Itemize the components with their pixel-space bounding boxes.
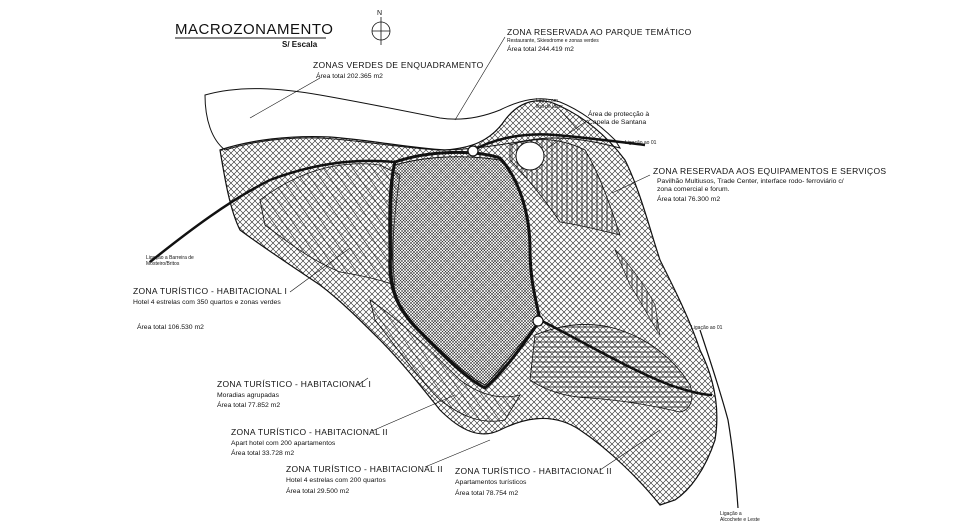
label-th2c-name: ZONA TURÍSTICO - HABITACIONAL II bbox=[455, 466, 612, 476]
label-th2c-desc: Apartamentos turísticos bbox=[455, 479, 527, 486]
label-th1-desc: Hotel 4 estrelas com 350 quartos e zonas verdes bbox=[133, 299, 281, 306]
label-th1-name: ZONA TURÍSTICO - HABITACIONAL I bbox=[133, 286, 288, 296]
label-th1b-name: ZONA TURÍSTICO - HABITACIONAL I bbox=[217, 379, 372, 389]
label-th2a-desc: Apart hotel com 200 apartamentos bbox=[231, 440, 336, 447]
label-th2b-area: Área total 29.500 m2 bbox=[286, 488, 350, 495]
north-label: N bbox=[377, 10, 383, 17]
roundabout-north bbox=[468, 146, 478, 156]
label-th1-area: Área total 106.530 m2 bbox=[137, 324, 204, 331]
label-th2a-area: Área total 33.728 m2 bbox=[231, 450, 295, 457]
label-parque-desc: Restaurante, Skiesdrome e zonas verdes bbox=[507, 38, 599, 44]
scale-note: S/ Escala bbox=[282, 40, 318, 49]
label-verdes-area: Área total 202.365 m2 bbox=[316, 73, 383, 80]
roundabout-south bbox=[533, 316, 543, 326]
north-arrow-icon bbox=[372, 17, 390, 45]
label-ligacao-01: Ligação ao 01 bbox=[625, 140, 657, 146]
label-protecao: Área de protecção à Capela de Santana bbox=[588, 111, 650, 126]
label-th1b-area: Área total 77.852 m2 bbox=[217, 402, 281, 409]
label-th2b-desc: Hotel 4 estrelas com 200 quartos bbox=[286, 477, 386, 484]
label-ligacao-01b: Ligação ao 01 bbox=[691, 325, 723, 331]
label-lago: Lago com ilha de lazer bbox=[536, 98, 563, 110]
label-parque-area: Área total 244.419 m2 bbox=[507, 46, 574, 53]
capela-protection-circle bbox=[516, 142, 544, 170]
label-verdes-name: ZONAS VERDES DE ENQUADRAMENTO bbox=[313, 60, 484, 70]
label-th2c-area: Área total 78.754 m2 bbox=[455, 490, 519, 497]
label-ligacao-oeste: Ligação a Barreira de Mosteiro/Britos bbox=[146, 255, 194, 267]
label-equip-desc1: Pavilhão Multiusos, Trade Center, interface rodo- ferroviário c/ bbox=[657, 178, 844, 185]
label-parque-name: ZONA RESERVADA AO PARQUE TEMÁTICO bbox=[507, 27, 692, 37]
label-equip-area: Área total 76.300 m2 bbox=[657, 196, 721, 203]
label-th2b-name: ZONA TURÍSTICO - HABITACIONAL II bbox=[286, 464, 443, 474]
label-equip-name: ZONA RESERVADA AOS EQUIPAMENTOS E SERVIÇOS bbox=[653, 166, 887, 176]
label-equip-desc2: zona comercial e forum. bbox=[657, 186, 730, 193]
label-th1b-desc: Moradias agrupadas bbox=[217, 392, 279, 399]
label-ligacao-sul: Ligação a Alcochete e Leste bbox=[720, 511, 760, 523]
map-title: MACROZONAMENTO bbox=[175, 21, 334, 38]
label-th2a-name: ZONA TURÍSTICO - HABITACIONAL II bbox=[231, 427, 388, 437]
